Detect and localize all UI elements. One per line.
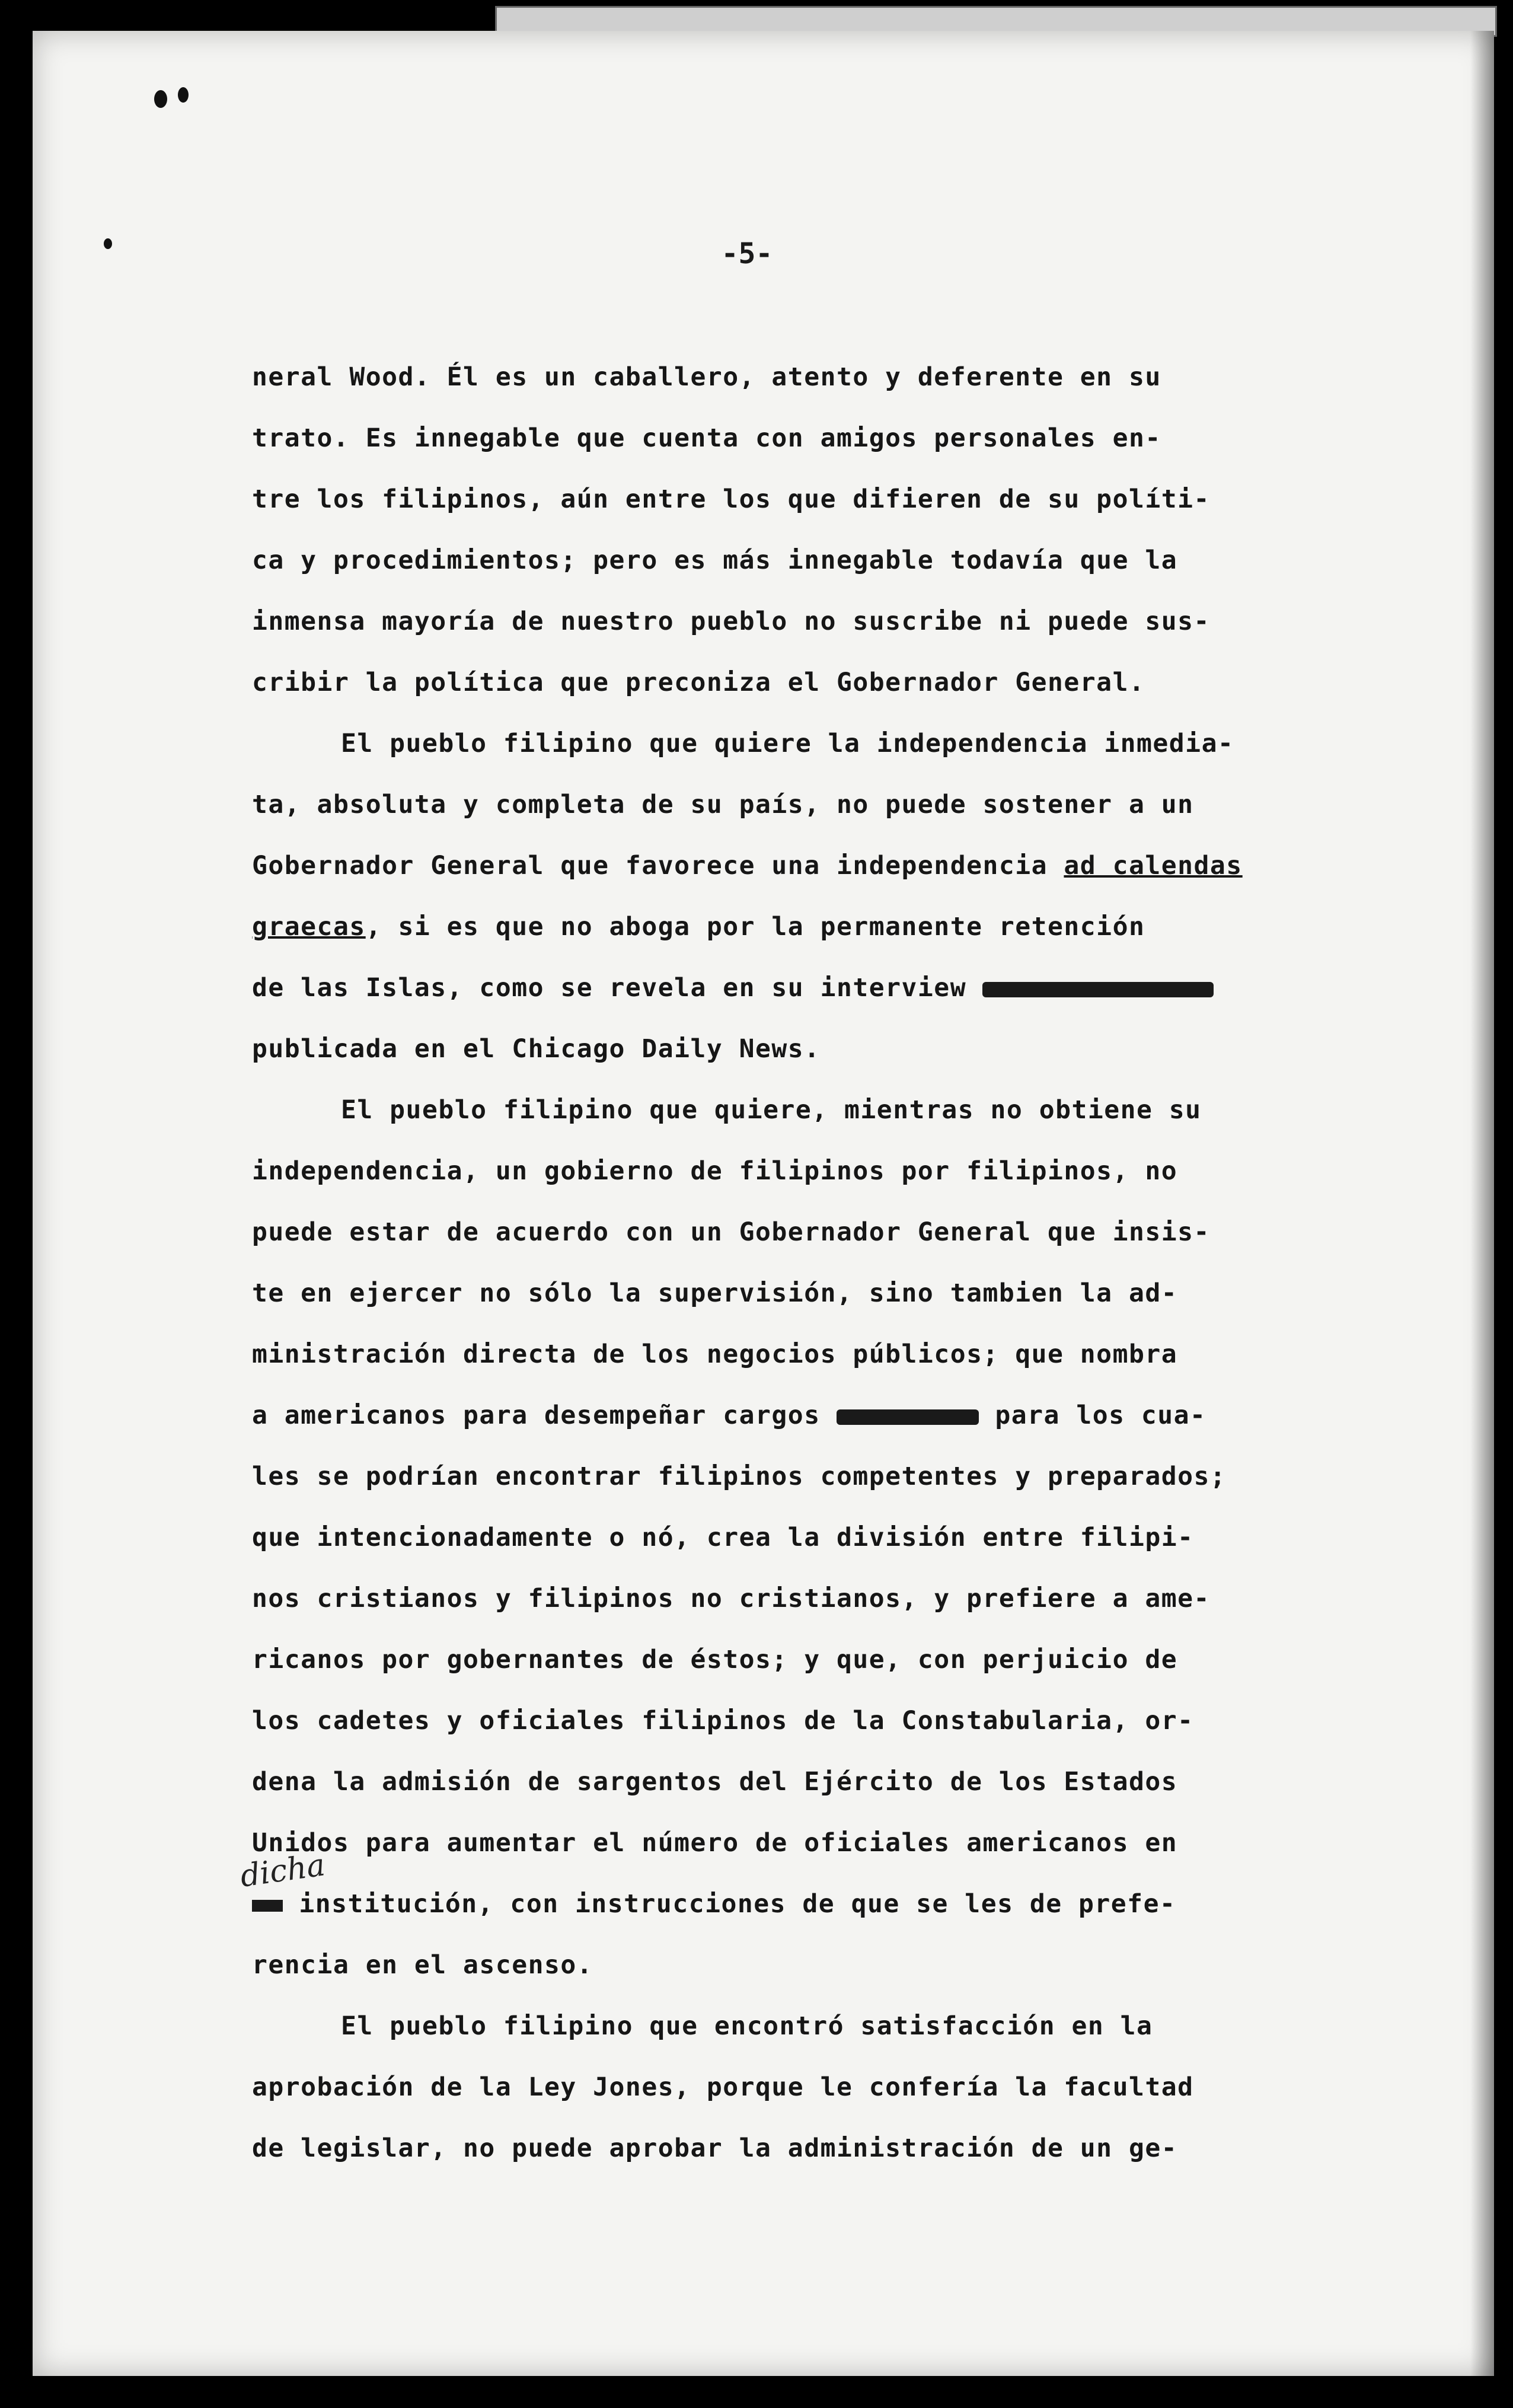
paragraph-start-line: El pueblo filipino que quiere, mientras no obtiene su (341, 1095, 1202, 1125)
line-segment: institución, con instrucciones de que se les de prefe- (283, 1889, 1176, 1919)
text-line (252, 1874, 1414, 1935)
text-line: puede estar de acuerdo con un Gobernador General que insis- (252, 1217, 1210, 1247)
text-line (252, 1385, 1414, 1446)
text-line: nos cristianos y filipinos no cristianos, y prefiere a ame- (252, 1584, 1210, 1613)
text-line: trato. Es innegable que cuenta con amigos personales en- (252, 423, 1161, 453)
body-text (252, 347, 1414, 2179)
line-segment: a americanos para desempeñar cargos (252, 1401, 837, 1430)
text-line: tre los filipinos, aún entre los que difieren de su políti- (252, 484, 1210, 514)
text-line: aprobación de la Ley Jones, porque le confería la facultad (252, 2072, 1194, 2102)
struck-out-word (837, 1409, 979, 1425)
underlined-phrase: graecas (252, 912, 366, 942)
text-line: inmensa mayoría de nuestro pueblo no suscribe ni puede sus- (252, 607, 1210, 636)
text-line: dena la admisión de sargentos del Ejército de los Estados (252, 1767, 1178, 1797)
text-line: ta, absoluta y completa de su país, no puede sostener a un (252, 790, 1194, 819)
text-line (252, 897, 1414, 958)
text-line: independencia, un gobierno de filipinos por filipinos, no (252, 1156, 1178, 1186)
struck-out-word (982, 982, 1214, 997)
text-line: de legislar, no puede aprobar la administración de un ge- (252, 2133, 1178, 2163)
text-line: los cadetes y oficiales filipinos de la Constabularia, or- (252, 1706, 1194, 1736)
underlined-phrase: ad calendas (1064, 851, 1243, 881)
text-line: Unidos para aumentar el número de oficiales americanos en (252, 1828, 1178, 1858)
text-line: cribir la política que preconiza el Gobernador General. (252, 668, 1145, 697)
paragraph-start-line: El pueblo filipino que quiere la independencia inmedia- (341, 729, 1234, 758)
text-line (252, 958, 1414, 1019)
text-line: ministración directa de los negocios públicos; que nombra (252, 1339, 1178, 1369)
page-edge-shadow (1470, 31, 1494, 2376)
text-line: ca y procedimientos; pero es más innegable todavía que la (252, 546, 1178, 575)
ink-blot (154, 90, 167, 108)
line-segment: para los cua- (978, 1401, 1206, 1430)
crossed-out-word (252, 1900, 283, 1912)
page-number: -5- (721, 237, 773, 270)
text-line: les se podrían encontrar filipinos competentes y preparados; (252, 1462, 1227, 1491)
ink-blot (178, 87, 189, 103)
paragraph-start-line: El pueblo filipino que encontró satisfacción en la (341, 2011, 1153, 2041)
line-segment: , si es que no aboga por la permanente retención (365, 912, 1145, 942)
text-line: publicada en el Chicago Daily News. (252, 1034, 821, 1064)
ink-blot (104, 238, 112, 249)
text-line: que intencionadamente o nó, crea la división entre filipi- (252, 1523, 1194, 1552)
line-segment: Gobernador General que favorece una independencia (252, 851, 1064, 881)
text-line: rencia en el ascenso. (252, 1950, 593, 1980)
text-line: ricanos por gobernantes de éstos; y que, con perjuicio de (252, 1645, 1178, 1675)
text-line (252, 835, 1414, 897)
line-segment: de las Islas, como se revela en su interview (252, 973, 983, 1003)
text-line: neral Wood. Él es un caballero, atento y deferente en su (252, 362, 1161, 392)
handwritten-annotation: dicha (238, 1847, 328, 1894)
text-line: te en ejercer no sólo la supervisión, sino tambien la ad- (252, 1278, 1178, 1308)
